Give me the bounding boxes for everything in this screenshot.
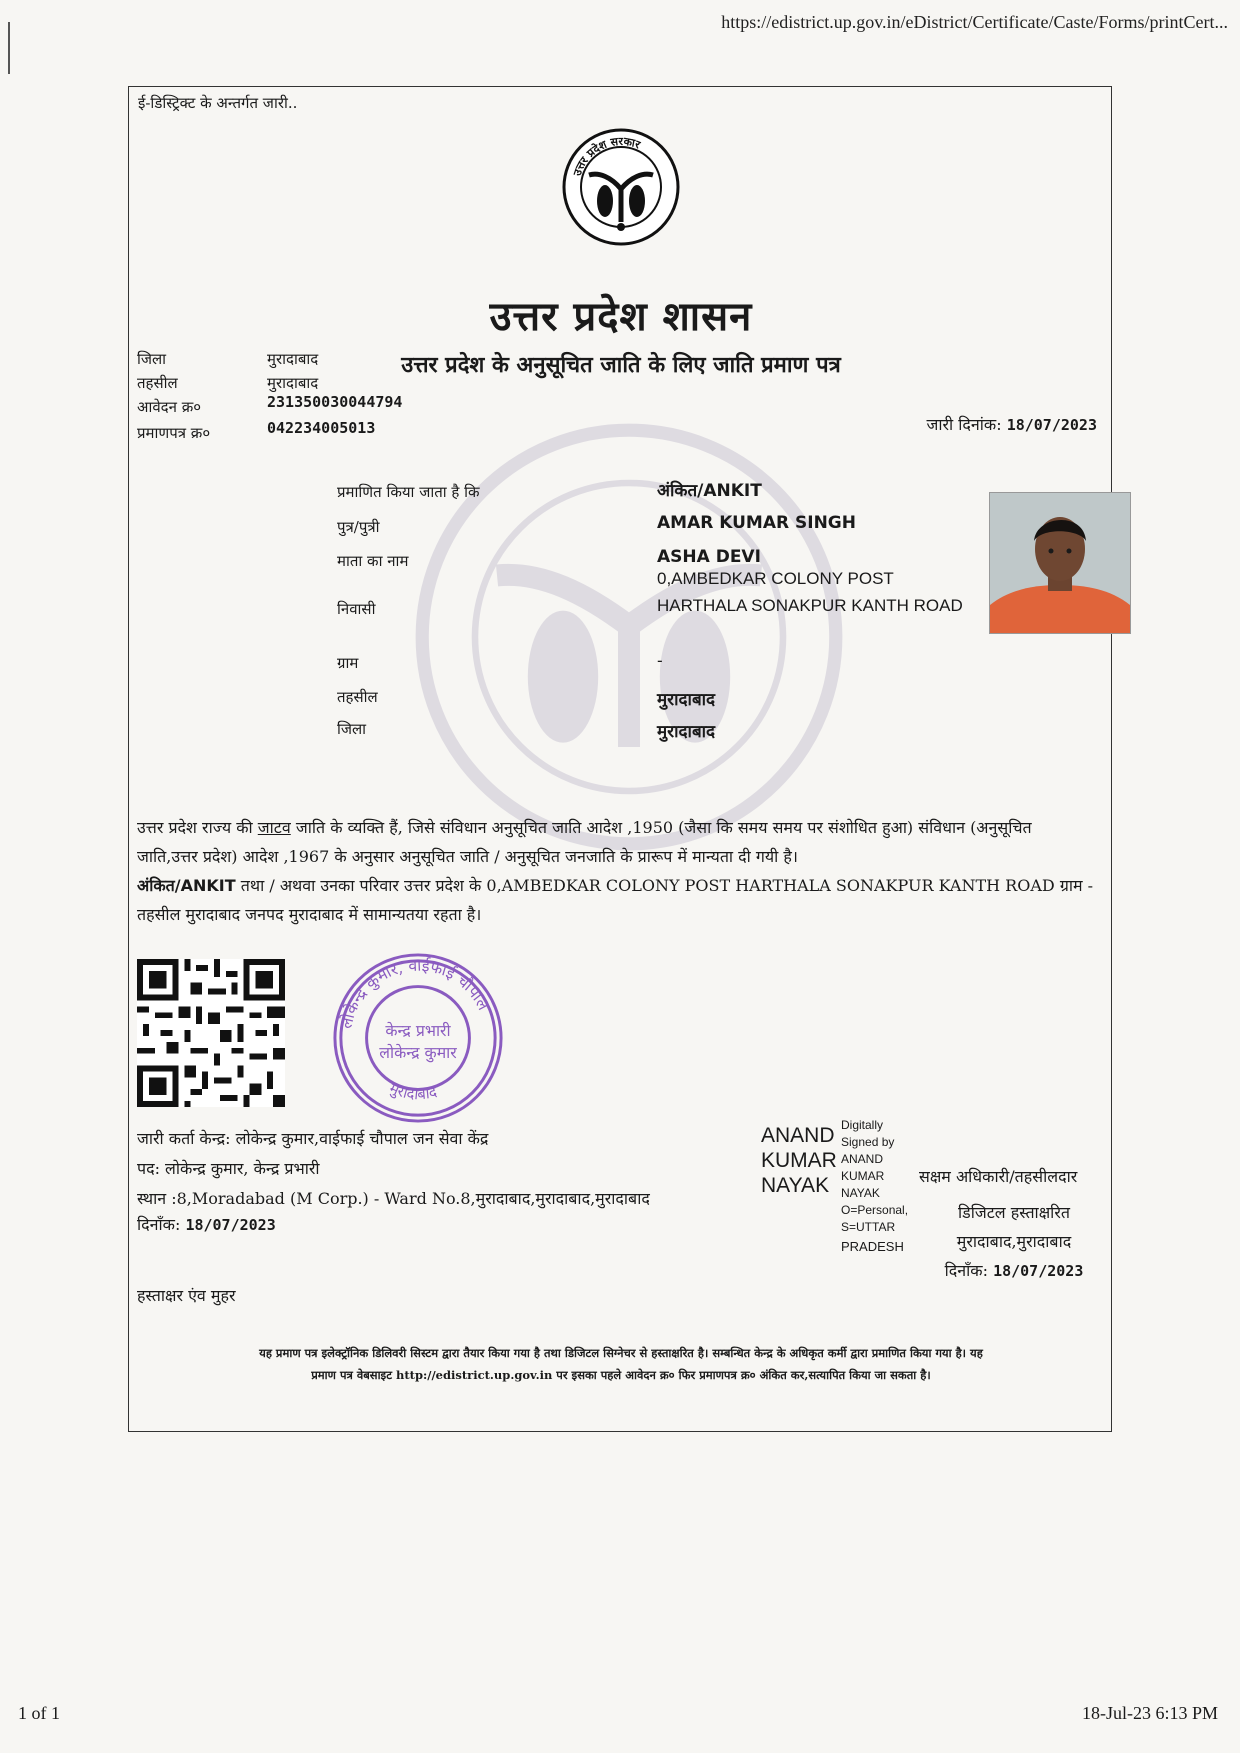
signature-state: PRADESH [841,1239,904,1254]
meta-certificate-label: प्रमाणपत्र क्र० [137,424,211,442]
issue-date [926,413,1097,435]
field-certified-label: प्रमाणित किया जाता है कि [337,483,480,501]
issuer-date [137,1213,276,1235]
issuer-center: जारी कर्ता केन्द्र: लोकेन्द्र कुमार,वाईफाई चौपाल जन सेवा केंद्र [137,1129,489,1148]
signer-name: ANAND KUMAR NAYAK [761,1124,837,1197]
issued-under-note: ई-डिस्ट्रिक्ट के अन्तर्गत जारी.. [138,94,298,112]
svg-text:लोकेन्द्र कुमार, वाईफाई चौपाल: लोकेन्द्र कुमार, वाईफाई चौपाल [336,955,494,1031]
authority-place: मुरादाबाद,मुरादाबाद [956,1232,1072,1251]
certificate-frame [128,86,1112,1432]
center-stamp-icon [329,949,507,1127]
certificate-body [137,813,1097,929]
svg-text:केन्द्र प्रभारी: केन्द्र प्रभारी [385,1021,451,1041]
meta-tehsil-label: तहसील [137,374,178,392]
body-constitution-text: जाति के व्यक्ति हैं, जिसे संविधान अनुसूचित जाति आदेश ,1950 (जैसा कि समय समय पर संशोधित हुआ) संविधान (अनुसूचित जाति,उत्तर प्रदेश) आदेश ,1967 के अनुसार अनुसूचित जाति / अनुसूचित जनजाति के प्रारूप में मान्यता दी गयी है। [137,818,1032,866]
page-count: 1 of 1 [18,1703,60,1723]
field-resident-label: निवासी [337,600,376,618]
field-tehsil-value: मुरादाबाद [657,690,716,710]
field-address-value: 0,AMBEDKAR COLONY POST HARTHALA SONAKPUR KANTH ROAD [657,569,963,615]
competent-authority: सक्षम अधिकारी/तहसीलदार [919,1167,1078,1186]
authority-digital-sign [919,1198,1109,1286]
issue-date-label: जारी दिनांक: [926,415,1002,434]
svg-text:लोकेन्द्र कुमार: लोकेन्द्र कुमार [379,1042,457,1062]
body-intro: उत्तर प्रदेश राज्य की [137,818,253,837]
field-village-label: ग्राम [337,654,359,672]
svg-text:उत्तर प्रदेश सरकार: उत्तर प्रदेश सरकार [570,134,642,178]
verification-disclaimer: यह प्रमाण पत्र इलेक्ट्रॉनिक डिलिवरी सिस्टम द्वारा तैयार किया गया है तथा डिजिटल सिग्नेचर से हस्ताक्षरित है। सम्बन्धित केन्द्र के अधिकृत कर्मी द्वारा प्रमाणित किया गया है। यह प्रमाण पत्र वेबसाइट http://edistrict.up.gov.in पर इसका पहले आवेदन क्र० फिर प्रमाणपत्र क्र० अंकित कर,सत्यापित किया जा सकता है। [259,1346,983,1382]
meta-certificate-number: 042234005013 [267,419,376,437]
print-url: https://edistrict.up.gov.in/eDistrict/Certificate/Caste/Forms/printCert... [721,12,1228,32]
meta-district-value: मुरादाबाद [267,350,319,368]
field-district-label: जिला [337,720,367,738]
certificate-subtitle: उत्तर प्रदेश के अनुसूचित जाति के लिए जाति प्रमाण पत्र [401,352,841,378]
authority-digital-label: डिजिटल हस्ताक्षरित [958,1203,1070,1222]
meta-application-number: 231350030044794 [267,393,403,411]
authority-date: दिनाँक: 18/07/2023 [944,1261,1084,1280]
meta-tehsil-value: मुरादाबाद [267,374,319,392]
field-mother-value: ASHA DEVI [657,547,761,567]
field-parent-label: पुत्र/पुत्री [337,518,380,536]
issuer-place: स्थान :8,Moradabad (M Corp.) - Ward No.8,मुरादाबाद,मुरादाबाद,मुरादाबाद [137,1189,650,1208]
meta-district-label: जिला [137,350,167,368]
meta-application-label: आवेदन क्र० [137,398,202,416]
issuer-post: पद: लोकेन्द्र कुमार, केन्द्र प्रभारी [137,1159,320,1178]
field-mother-label: माता का नाम [337,552,409,570]
svg-text:मुरादाबाद: मुरादाबाद [386,1079,439,1104]
field-district-value: मुरादाबाद [657,722,716,742]
body-caste: जाटव [257,818,291,837]
issue-date-value: 18/07/2023 [1006,416,1097,434]
page-edge-mark [8,22,10,74]
signature-details: Digitally Signed by ANAND KUMAR NAYAK O=Personal, S=UTTAR [841,1118,909,1234]
print-timestamp: 18-Jul-23 6:13 PM [1081,1703,1218,1723]
certificate-title: उत्तर प्रदेश शासन [489,293,753,340]
field-village-value: - [657,651,663,670]
qr-code-icon [137,959,285,1107]
field-parent-value: AMAR KUMAR SINGH [657,513,856,533]
issuer-date-label: दिनाँक: [137,1215,181,1234]
issuer-date-value: 18/07/2023 [185,1216,276,1234]
body-residence-text: तथा / अथवा उनका परिवार उत्तर प्रदेश के 0,AMBEDKAR COLONY POST HARTHALA SONAKPUR KANTH ROAD ग्राम - तहसील मुरादाबाद जनपद मुरादाबाद में सामान्यतया रहता है। [137,876,1094,924]
field-name-value: अंकित/ANKIT [657,481,762,501]
applicant-photo [989,492,1131,634]
up-government-emblem-icon [561,127,681,247]
body-name: अंकित/ANKIT [137,876,236,895]
field-tehsil-label: तहसील [337,688,378,706]
signature-and-seal-label: हस्ताक्षर एंव मुहर [137,1286,236,1305]
